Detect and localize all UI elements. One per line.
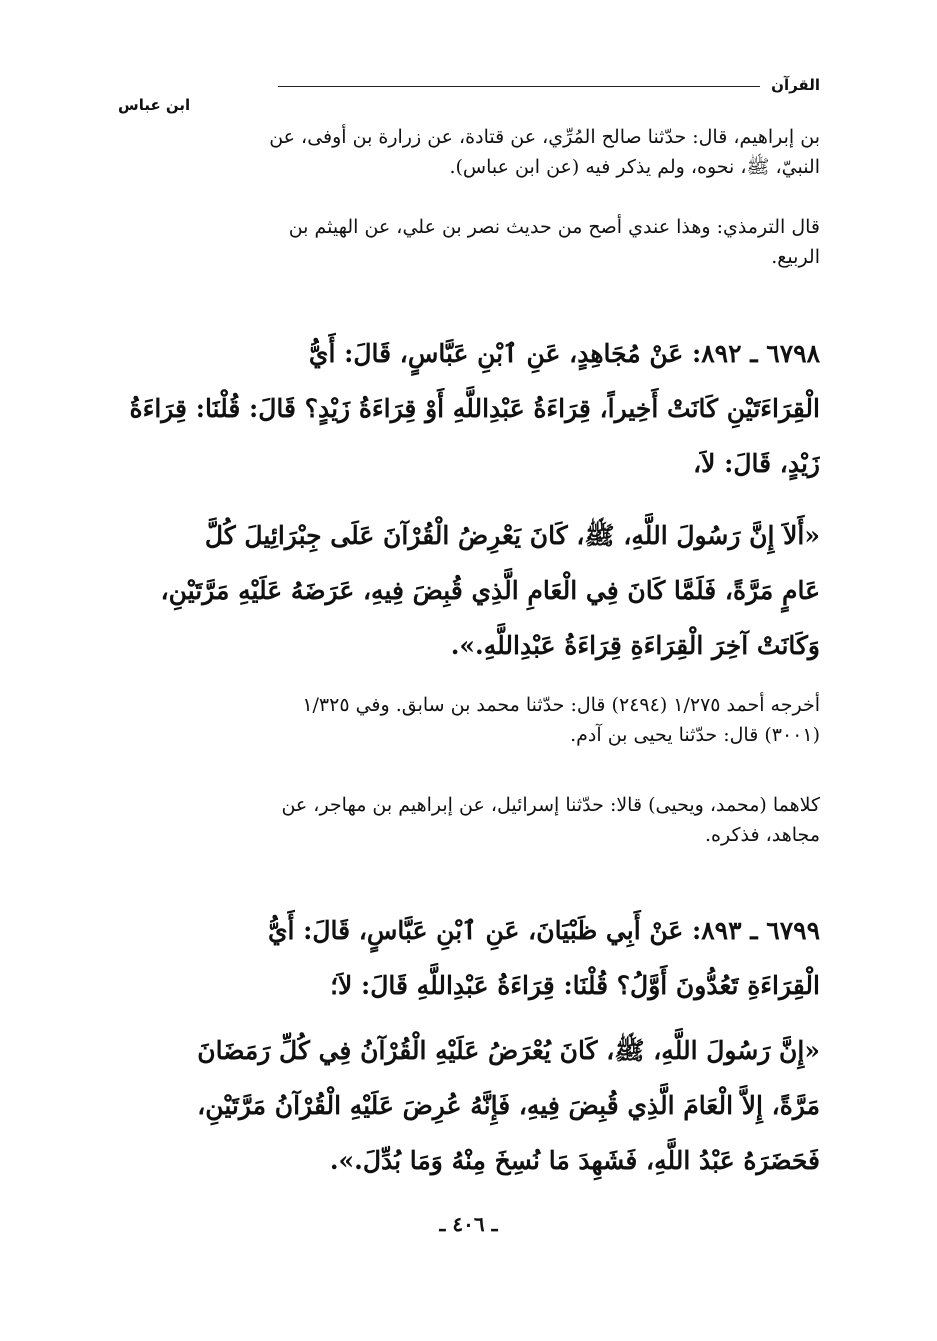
- text-line: الْقِرَاءَتَيْنِ كَانَتْ أَخِيراً، قِرَاءَةُ عَبْدِاللَّهِ أَوْ قِرَاءَةُ زَيْدٍ؟ قَالَ: قُلْنَا: قِرَاءَةُ: [129, 394, 820, 423]
- section-title: ابن عباس: [118, 96, 191, 114]
- hadith-paragraph: [118, 903, 820, 1013]
- text-line: فَحَضَرَهُ عَبْدُ اللَّهِ، فَشَهِدَ مَا نُسِخَ مِنْهُ وَمَا بُدِّلَ.».: [329, 1146, 820, 1175]
- text-line: أخرجه أحمد ١/٢٧٥ (٢٤٩٤) قال: حدّثنا محمد بن سابق. وفي ١/٣٢٥: [302, 694, 820, 716]
- text-line: (٣٠٠١) قال: حدّثنا يحيى بن آدم.: [570, 724, 820, 746]
- hadith-paragraph: [118, 1023, 820, 1188]
- note-paragraph: [118, 790, 820, 850]
- page-number: ـ ٤٠٦ ـ: [439, 1212, 498, 1236]
- note-paragraph: [118, 122, 820, 182]
- note-paragraph: [118, 690, 820, 750]
- text-line: كلاهما (محمد، ويحيى) قالا: حدّثنا إسرائيل، عن إبراهيم بن مهاجر، عن: [281, 794, 820, 816]
- text-line: الْقِرَاءَةِ تَعُدُّونَ أَوَّلُ؟ قُلْنَا: قِرَاءَةُ عَبْدِاللَّهِ قَالَ: لاَ؛: [330, 971, 820, 1000]
- text-line: ٦٧٩٨ ـ ٨٩٢: عَنْ مُجَاهِدٍ، عَنِ ٱبْنِ عَبَّاسٍ، قَالَ: أَيُّ: [308, 339, 820, 368]
- running-header: [118, 70, 820, 116]
- text-line: زَيْدٍ، قَالَ: لاَ،: [693, 449, 820, 478]
- header-rule: [278, 86, 760, 87]
- hadith-paragraph: [118, 508, 820, 673]
- text-line: مجاهد، فذكره.: [705, 824, 820, 846]
- text-line: مَرَّةً، إِلاَّ الْعَامَ الَّذِي قُبِضَ فِيهِ، فَإِنَّهُ عُرِضَ عَلَيْهِ الْقُرْآنُ مَرَّتَيْنِ،: [197, 1091, 820, 1120]
- text-line: «أَلاَ إِنَّ رَسُولَ اللَّهِ، ﷺ، كَانَ يَعْرِضُ الْقُرْآنَ عَلَى جِبْرَائِيلَ كُلَّ: [204, 521, 820, 550]
- hadith-paragraph: [118, 326, 820, 491]
- text-line: «إِنَّ رَسُولَ اللَّهِ، ﷺ، كَانَ يُعْرَضُ عَلَيْهِ الْقُرْآنُ فِي كُلِّ رَمَضَانَ: [197, 1036, 820, 1065]
- text-line: بن إبراهيم، قال: حدّثنا صالح المُرِّي، عن قتادة، عن زرارة بن أوفى، عن: [269, 126, 820, 148]
- note-paragraph: [118, 212, 820, 272]
- text-line: عَامٍ مَرَّةً، فَلَمَّا كَانَ فِي الْعَامِ الَّذِي قُبِضَ فِيهِ، عَرَضَهُ عَلَيْهِ مَرَّتَيْنِ،: [160, 576, 820, 605]
- text-line: وَكَانَتْ آخِرَ الْقِرَاءَةِ قِرَاءَةُ عَبْدِاللَّهِ.».: [450, 631, 820, 660]
- text-line: الربيع.: [771, 246, 820, 268]
- text-line: قال الترمذي: وهذا عندي أصح من حديث نصر بن علي، عن الهيثم بن: [288, 216, 820, 238]
- text-line: ٦٧٩٩ ـ ٨٩٣: عَنْ أَبِي ظَبْيَانَ، عَنِ ٱبْنِ عَبَّاسٍ، قَالَ: أَيُّ: [267, 916, 820, 945]
- book-title: القرآن: [771, 76, 820, 94]
- text-line: النبيّ، ﷺ، نحوه، ولم يذكر فيه (عن ابن عباس).: [449, 156, 820, 178]
